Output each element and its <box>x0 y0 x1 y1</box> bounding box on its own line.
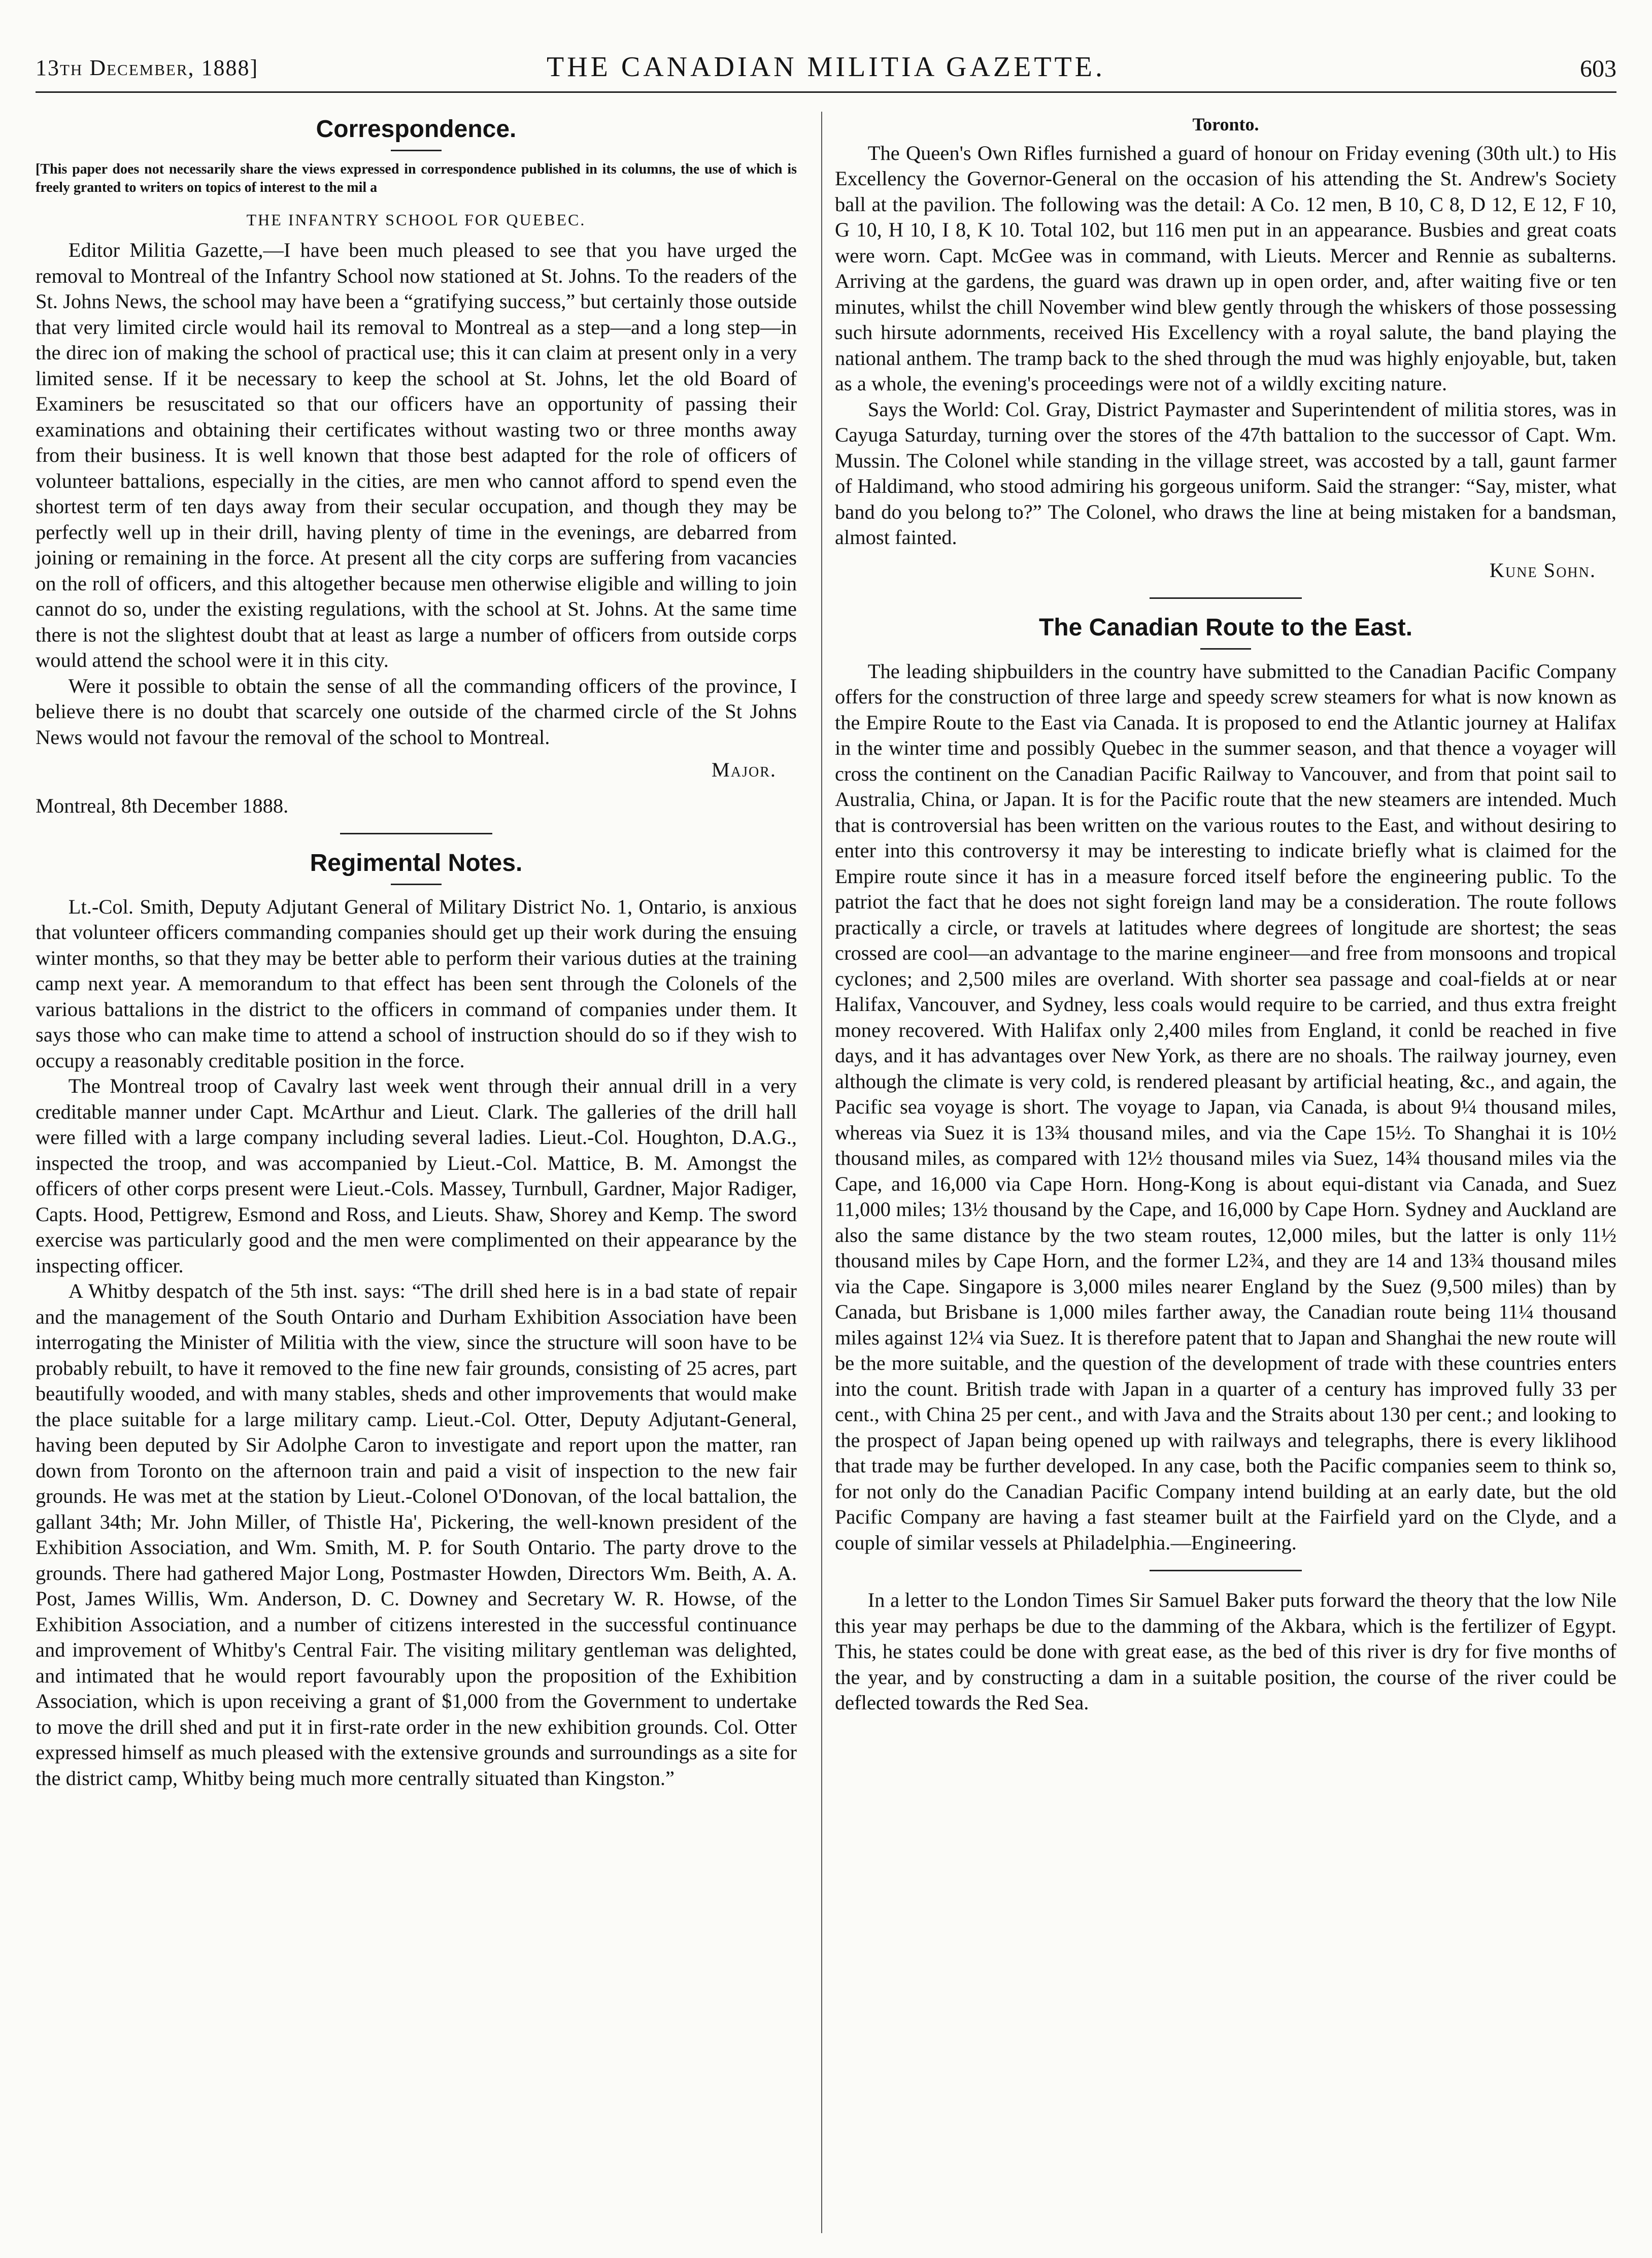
route-paragraph: The leading shipbuilders in the country have submitted to the Canadian Pacific Company offers for the construction of three large and speedy screw steamers for what is now known as the Empire Route to the East via Canada. It is proposed to end the Atlantic journey at Halifax in the winter time and possibly Quebec in the summer season, and that thence a voyager will cross the continent on the Canadian Pacific Railway to Vancouver, and from that point sail to Australia, China, or Japan. It is for the Pacific route that the new steamers are intended. Much that is controversial has been written on the various routes to the East, and without desiring to enter into this controversy it may be interesting to indicate briefly what is claimed for the Empire route since it has in a measure forced itself before the engineering public. To the patriot the fact that he does not sight foreign land may be a consideration. The route follows practically a circle, or travels at latitudes where degrees of longitude are shortest; the seas crossed are cool—an advantage to the marine engineer—and free from monsoons and tropical cyclones; and 2,500 miles are overland. With shorter sea passage and coal-fields at or near Halifax, Vancouver, and Sydney, less coals would require to be carried, and thus extra freight money recovered. With Halifax only 2,400 miles from England, it conld be reached in five days, and it has advantages over New York, as there are no shoals. The railway journey, even although the climate is very cold, is rendered pleasant by artificial heating, &c., and again, the Pacific sea voyage is short. The voyage to Japan, via Canada, is about 9¼ thousand miles, whereas via Suez it is 13¾ thousand miles, and via the Cape 15½. To Shanghai it is 10½ thousand miles, as compared with 12½ thousand miles via Suez, 14¾ thousand miles via the Cape, and 16,000 via Cape Horn. Hong-Kong is about equi-distant via Canada, and Suez 11,000 miles; 13½ thousand by the Cape, and 16,000 by Cape Horn. Sydney and Auckland are also the same distance by the two steam routes, 12,000 miles, but the latter is only 11½ thousand miles by Cape Horn, and the former L2¾, and they are 14 and 13¾ thousand miles via the Cape. Singapore is 3,000 miles nearer England by the Suez (9,500 miles) than by Canada, but Brisbane is 1,000 miles farther away, the Canadian route being 11¼ thousand miles against 12¼ via Suez. It is therefore patent that to Japan and Shanghai the new route will be the more suitable, and the question of the development of trade with these countries enters into the count. British trade with Japan in a quarter of a century has improved fully 33 per cent., with China 25 per cent., and with Java and the Straits about 130 per cent.; and looking to the prospect of Japan being opened up with railways and telegraphs, there is every liklihood that trade may be further developed. In any case, both the Pacific companies seem to think so, for not only do the Canadian Pacific Company intend building at an early date, but the old Pacific Company are having a fast steamer built at the Fairfield yard on the Clyde, and a couple of similar vessels at Philadelphia.—Engineering. <box>835 659 1616 1554</box>
left-column <box>36 112 812 1791</box>
right-column <box>835 112 1616 1716</box>
column-divider <box>821 112 822 2233</box>
newspaper-page <box>36 46 1616 2238</box>
section-rule <box>340 833 492 834</box>
page-number: 603 <box>1580 55 1616 82</box>
newspaper-title: THE CANADIAN MILITIA GAZETTE. <box>547 51 1105 83</box>
title-rule <box>391 884 442 885</box>
correspondence-title: Correspondence. <box>316 116 517 143</box>
toronto-paragraph: Says the World: Col. Gray, District Paymaster and Superintendent of militia stores, was in Cayuga Saturday, turning over the stores of the 47th battalion to the successor of Capt. Wm. Mussin. The Colonel while standing in the village street, was accosted by a tall, gaunt farmer of Haldimand, who stood admiring his gorgeous uniform. Said the stranger: “Say, mister, what band do you belong to?” The Colonel, who draws the line at being mistaken for a bandsman, almost fainted. <box>835 397 1616 549</box>
letter-subhead: THE INFANTRY SCHOOL FOR QUEBEC. <box>246 210 586 229</box>
masthead <box>36 46 1616 93</box>
section-rule <box>1150 1570 1302 1571</box>
notes-paragraph: A Whitby despatch of the 5th inst. says: “The drill shed here is in a bad state of repair and the management of the South Ontario and Durham Exhibition Association have been interrogating the Minister of Militia with the view, since the structure will soon have to be probably rebuilt, to have it removed to the fine new fair grounds, consisting of 25 acres, part beautifully wooded, and with many stables, sheds and other improvements that would make the place suitable for a large military camp. Lieut.-Col. Otter, Deputy Adjutant-General, having been deputed by Sir Adolphe Caron to investigate and report upon the matter, ran down from Toronto on the afternoon train and paid a visit of inspection to the new fair grounds. He was met at the station by Lieut.-Colonel O'Donovan, of the local battalion, the gallant 34th; Mr. John Miller, of Thistle Ha', Pickering, the well-known president of the Exhibition Association, and Wm. Smith, M. P. for South Ontario. The party drove to the grounds. There had gathered Major Long, Postmaster Howden, Directors Wm. Beith, A. A. Post, James Willis, Wm. Anderson, D. C. Downey and Secretary W. R. Howse, of the Exhibition Association, and a number of citizens interested in the successful continuance and improvement of Whitby's Central Fair. The visiting military gentleman was delighted, and intimated that he would report favourably upon the proposition of the Exhibition Association, which is upon receiving a grant of $1,000 from the Government to undertake to move the drill shed and put it in first-rate order in the new exhibition grounds. Col. Otter expressed himself as much pleased with the extensive grounds and surroundings as a site for the district camp, Whitby being much more centrally situated than Kingston.” <box>36 1279 797 1790</box>
editorial-note: [This paper does not necessarily share the views expressed in correspondence published in its columns, the use of which is freely granted to writers on topics of interest to the mil a <box>36 161 797 195</box>
letter-paragraph: Editor Militia Gazette,—I have been much pleased to see that you have urged the removal to Montreal of the Infantry School now stationed at St. Johns. To the readers of the St. Johns News, the school may have been a “gratifying success,” but certainly those outside that very limited circle would hail its removal to Montreal as a step—and a long step—in the direc ion of making the school of practical use; this it can claim at present only in a very limited sense. If it be necessary to keep the school at St. Johns, let the old Board of Examiners be resuscitated so that our officers have an opportunity of passing their examinations and obtaining their certificates without wasting two or three months away from their business. It is well known that those best adapted for the role of officers of volunteer battalions, especially in the cities, are men who cannot afford to spend even the shortest term of ten days away from their secular occupation, and though they may be perfectly well up in their drill, having plenty of time in the evenings, are debarred from joining or remaining in the force. At present all the city corps are suffering from vacancies on the roll of officers, and this altogether because men otherwise eligible and willing to join cannot do so, under the existing regulations, with the school at St. Johns. At the same time there is not the slightest doubt that at least as large a number of officers from outside corps would attend the school were it in this city. <box>36 239 797 671</box>
nile-paragraph: In a letter to the London Times Sir Samuel Baker puts forward the theory that the low Nile this year may perhaps be due to the damming of the Akbara, which is the fertilizer of Egypt. This, he states could be done with great ease, as the bed of this river is dry for five months of the year, and by constructing a dam in a suitable position, the course of the river could be deflected towards the Red Sea. <box>835 1589 1616 1714</box>
letter-signature: Major. <box>711 758 777 781</box>
letter-paragraph: Were it possible to obtain the sense of all the commanding officers of the province, I believe there is no doubt that scarcely one outside of the charmed circle of the St Johns News would not favour the removal of the school to Montreal. <box>36 674 797 749</box>
notes-paragraph: Lt.-Col. Smith, Deputy Adjutant General of Military District No. 1, Ontario, is anxious that volunteer officers commanding companies should get up their work during the ensuing winter months, so that they may be better able to perform their various duties at the training camp next year. A memorandum to that effect has been sent through the Colonels of the various battalions in the district to the officers in command of companies under them. It says those who can make time to attend a school of instruction should do so if they wish to occupy a reasonably creditable position in the force. <box>36 895 797 1072</box>
section-rule <box>1150 597 1302 599</box>
letter-place-date: Montreal, 8th December 1888. <box>36 794 289 817</box>
toronto-heading: Toronto. <box>1192 114 1259 134</box>
title-rule <box>1200 648 1251 650</box>
route-east-title: The Canadian Route to the East. <box>1038 614 1413 641</box>
toronto-paragraph: The Queen's Own Rifles furnished a guard of honour on Friday evening (30th ult.) to His Excellency the Governor-General on the occasion of his attending the St. Andrew's Society ball at the pavilion. The following was the detail: A Co. 12 men, B 10, C 8, D 12, E 12, F 10, G 10, H 10, I 8, K 10. Total 102, but 116 men put in an appearance. Busbies and great coats were worn. Capt. McGee was in command, with Lieuts. Mercer and Rennie as subalterns. Arriving at the gardens, the guard was drawn up in open order, and, after waiting five or ten minutes, whilst the chill November wind blew gently through the whiskers of those possessing such hirsute adornments, received His Excellency with a royal salute, the band playing the national anthem. The tramp back to the shed through the mud was highly enjoyable, but, taken as a whole, the evening's proceedings were not of a wildly exciting nature. <box>835 141 1616 395</box>
title-rule <box>391 150 442 151</box>
notes-paragraph: The Montreal troop of Cavalry last week went through their annual drill in a very creditable manner under Capt. McArthur and Lieut. Clark. The galleries of the drill hall were filled with a large company including several ladies. Lieut.-Col. Houghton, D.A.G., inspected the troop, and was accompanied by Lieut.-Col. Mattice, B. M. Amongst the officers of other corps present were Lieut.-Cols. Massey, Turnbull, Gardner, Major Radiger, Capts. Hood, Pettigrew, Esmond and Ross, and Lieuts. Shaw, Shorey and Kemp. The sword exercise was particularly good and the men were complimented on their appearance by the inspecting officer. <box>36 1074 797 1277</box>
issue-date: 13th December, 1888] <box>36 55 259 80</box>
regimental-notes-title: Regimental Notes. <box>310 850 523 877</box>
toronto-signature: Kune Sohn. <box>1489 558 1596 582</box>
